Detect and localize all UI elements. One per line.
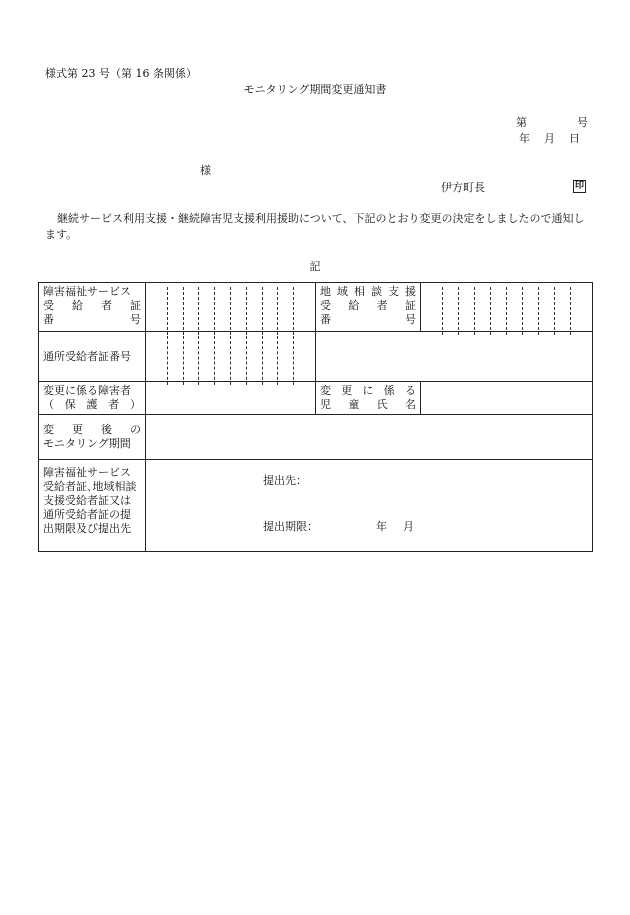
label-line: 番 号 xyxy=(320,313,416,326)
regional-consultation-certificate-number-label xyxy=(316,283,421,332)
ki-heading: 記 xyxy=(309,260,321,273)
day-care-certificate-number-boxes[interactable] xyxy=(146,332,316,382)
deadline-label: 提出期限： xyxy=(263,520,318,533)
regional-consultation-certificate-number-boxes[interactable] xyxy=(421,283,593,332)
addressee-suffix: 様 xyxy=(200,164,211,177)
issue-date xyxy=(519,132,580,146)
label-line: 受 給 者 証 xyxy=(43,299,141,312)
new-monitoring-period-field[interactable] xyxy=(146,415,593,460)
day-label: 日 xyxy=(569,132,580,145)
row2-blank-cell xyxy=(316,332,593,382)
child-name-label: 変 更 に 係 る 児 童 氏 名 xyxy=(316,382,421,415)
document-number-suffix: 号 xyxy=(577,116,588,129)
table-row xyxy=(39,415,593,460)
document-title: モニタリング期間変更通知書 xyxy=(243,83,387,96)
table-row xyxy=(39,382,593,415)
welfare-certificate-number-label xyxy=(39,283,146,332)
table-row xyxy=(39,283,593,332)
month-label: 月 xyxy=(544,132,555,145)
form-number: 様式第 23 号（第 16 条関係） xyxy=(45,67,197,80)
submit-to-label: 提出先： xyxy=(263,474,307,487)
day-care-certificate-number-label: 通所受給者証番号 xyxy=(39,332,146,382)
submission-deadline-destination-label: 障害福祉サービス 受給者証､地域相談 支援受給者証又は 通所受給者証の提 出期限及び提出先 xyxy=(39,460,146,552)
person-with-disability-field[interactable] xyxy=(146,382,316,415)
deadline-month-label: 月 xyxy=(403,520,414,533)
notification-table xyxy=(38,282,593,552)
document-number-label: 第 xyxy=(516,116,527,129)
label-line: 受 給 者 証 xyxy=(320,299,416,312)
seal-icon: 印 xyxy=(574,181,584,191)
child-name-field[interactable] xyxy=(421,382,593,415)
notification-body: 継続サービス利用支援・継続障害児支援利用援助について、下記のとおり変更の決定をしましたので通知します。 xyxy=(45,212,585,241)
deadline-year-label: 年 xyxy=(376,520,387,533)
label-line: 番 号 xyxy=(43,313,141,326)
submission-info-cell[interactable] xyxy=(146,460,593,552)
table-row xyxy=(39,332,593,382)
label-line: 地 域 相 談 支 援 xyxy=(320,285,416,298)
issuer-name: 伊方町長 xyxy=(441,181,485,194)
person-with-disability-label: 変更に係る障害者 （ 保 護 者 ） xyxy=(39,382,146,415)
new-monitoring-period-label: 変 更 後 の モニタリング期間 xyxy=(39,415,146,460)
table-row xyxy=(39,460,593,552)
label-line: 障害福祉サービス xyxy=(43,285,131,298)
welfare-certificate-number-boxes[interactable] xyxy=(146,283,316,332)
year-label: 年 xyxy=(519,132,530,145)
